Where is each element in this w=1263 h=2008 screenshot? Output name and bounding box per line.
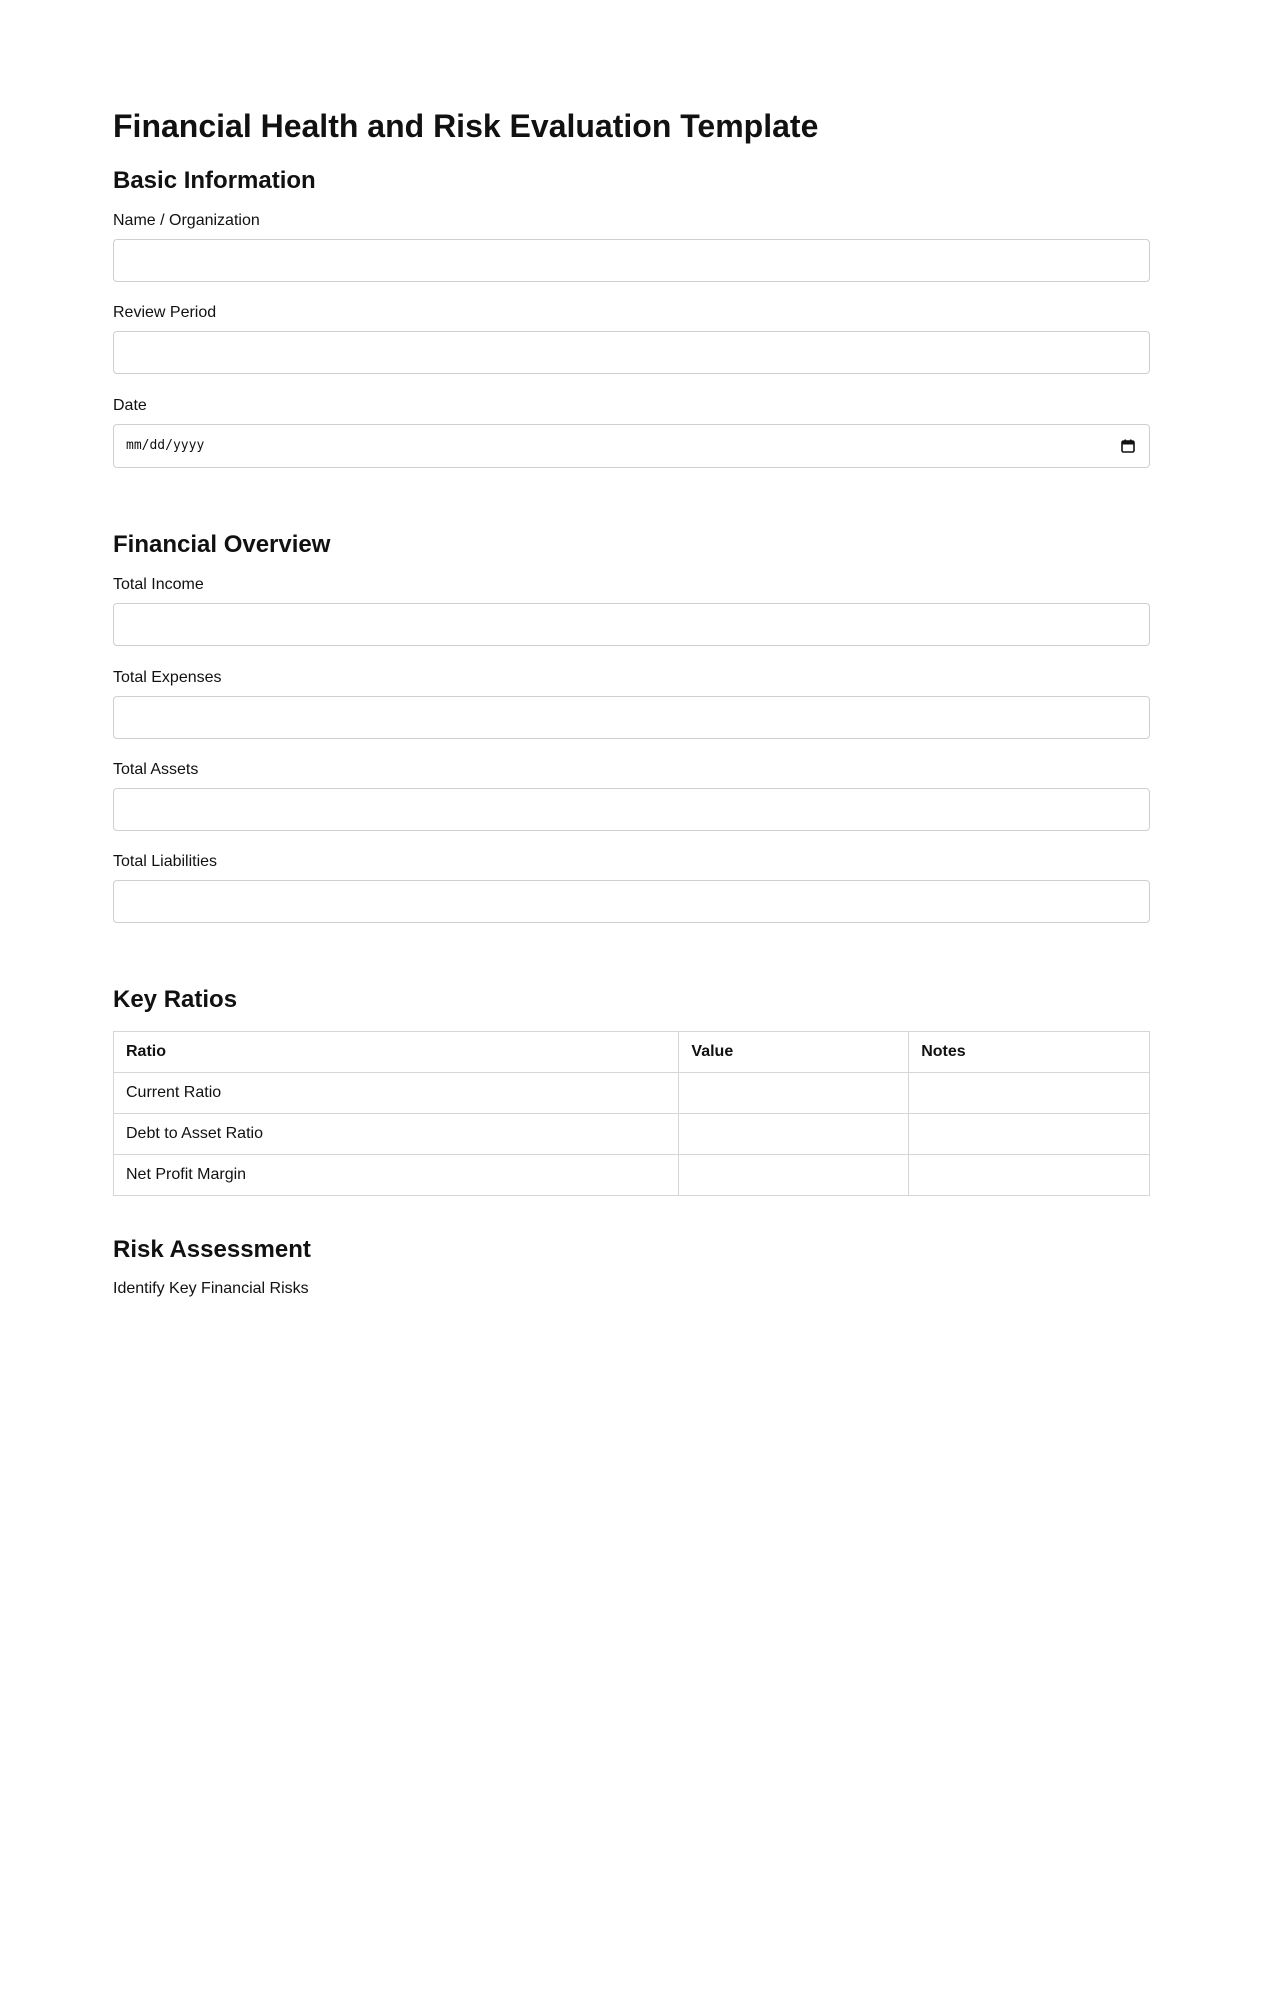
total-income-label: Total Income — [113, 576, 204, 593]
table-row — [114, 1114, 1150, 1155]
value-cell[interactable] — [679, 1155, 909, 1196]
total-income-input[interactable] — [113, 603, 1150, 646]
total-assets-input[interactable] — [113, 788, 1150, 831]
financial-overview-heading: Financial Overview — [113, 531, 331, 558]
ratio-cell: Debt to Asset Ratio — [114, 1114, 679, 1155]
total-expenses-input[interactable] — [113, 696, 1150, 739]
table-row — [114, 1073, 1150, 1114]
review-period-label: Review Period — [113, 304, 217, 321]
key-ratios-heading: Key Ratios — [113, 986, 238, 1013]
ratio-cell: Current Ratio — [114, 1073, 679, 1114]
page-title: Financial Health and Risk Evaluation Template — [113, 108, 819, 144]
review-period-input[interactable] — [113, 331, 1150, 374]
table-header-row — [114, 1032, 1150, 1073]
name-organization-label: Name / Organization — [113, 212, 260, 229]
date-placeholder: mm/dd/yyyy — [126, 438, 205, 453]
column-header-notes: Notes — [909, 1032, 1150, 1073]
table-row — [114, 1155, 1150, 1196]
notes-cell[interactable] — [909, 1155, 1150, 1196]
date-label: Date — [113, 397, 147, 414]
column-header-ratio: Ratio — [114, 1032, 679, 1073]
name-organization-input[interactable] — [113, 239, 1150, 282]
column-header-value: Value — [679, 1032, 909, 1073]
ratio-cell: Net Profit Margin — [114, 1155, 679, 1196]
total-liabilities-input[interactable] — [113, 880, 1150, 923]
calendar-icon[interactable] — [1121, 439, 1135, 453]
key-ratios-table — [113, 1031, 1150, 1196]
basic-information-heading: Basic Information — [113, 167, 316, 194]
risk-assessment-heading: Risk Assessment — [113, 1236, 311, 1263]
date-input[interactable] — [113, 424, 1150, 468]
risk-assessment-prompt: Identify Key Financial Risks — [113, 1280, 309, 1297]
value-cell[interactable] — [679, 1114, 909, 1155]
total-expenses-label: Total Expenses — [113, 669, 222, 686]
notes-cell[interactable] — [909, 1073, 1150, 1114]
total-assets-label: Total Assets — [113, 761, 199, 778]
value-cell[interactable] — [679, 1073, 909, 1114]
total-liabilities-label: Total Liabilities — [113, 853, 218, 870]
notes-cell[interactable] — [909, 1114, 1150, 1155]
